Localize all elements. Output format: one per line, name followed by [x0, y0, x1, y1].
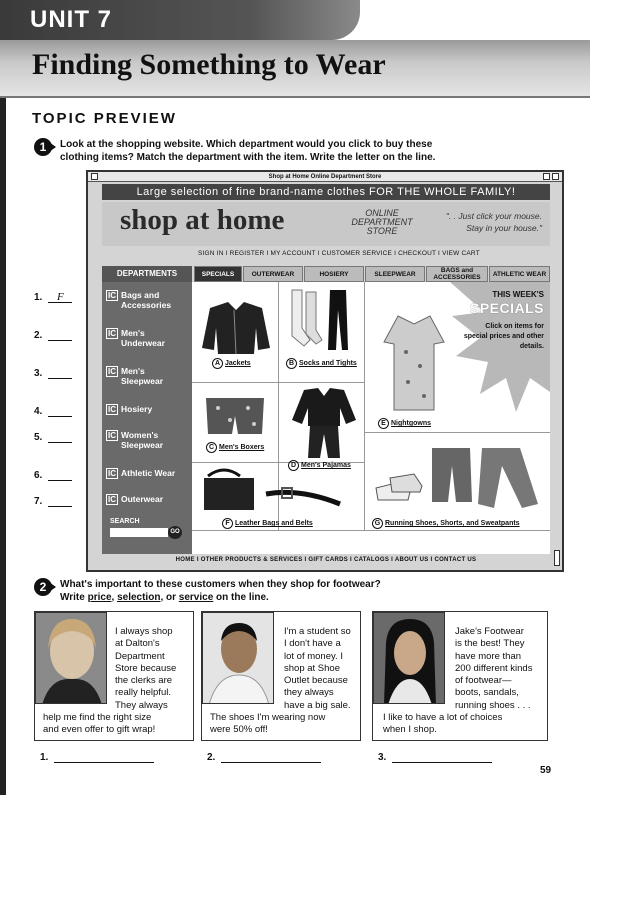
- shopping-website: [86, 170, 564, 572]
- instruction-line: [60, 591, 381, 604]
- exercise-1-instruction: [60, 138, 435, 164]
- quote-line: of footwear—: [455, 675, 512, 687]
- dept-label: Bags and Accessories: [121, 290, 172, 310]
- dept-label: Men's Underwear: [121, 328, 165, 348]
- answer-row: [378, 752, 492, 763]
- quote-line: Outlet because: [284, 675, 348, 687]
- quote-line: I'm a student so: [284, 626, 351, 637]
- instruction-text: ,: [111, 592, 118, 603]
- specials-heading: SPECIALS: [469, 300, 544, 316]
- quote-line: the clerks are: [115, 675, 173, 687]
- customer-quote-tail: [383, 712, 502, 737]
- quote-line: Department: [115, 650, 165, 662]
- tagline-banner: Large selection of fine brand-name clothes FOR THE WHOLE FAMILY!: [102, 184, 550, 200]
- answer-number: 2.: [34, 330, 43, 341]
- quote-line: boots, sandals,: [455, 687, 519, 699]
- subtitle-line: STORE: [366, 226, 398, 236]
- page-title: Finding Something to Wear: [32, 48, 386, 81]
- arrow-icon: [49, 582, 56, 592]
- item-jackets[interactable]: [212, 358, 251, 369]
- customer-photo: [202, 612, 274, 704]
- answer-number: 2.: [207, 752, 216, 763]
- answer-blank[interactable]: F: [48, 292, 72, 303]
- answer-number: 1.: [34, 292, 43, 303]
- pointer-icon: IC: [108, 431, 116, 440]
- item-running-shoes[interactable]: [372, 518, 520, 529]
- tab-athletic-wear[interactable]: ATHLETIC WEAR: [489, 266, 550, 282]
- instruction-text: Write: [60, 592, 88, 603]
- item-name: Men's Pajamas: [301, 462, 351, 469]
- nightgown-image[interactable]: [378, 312, 450, 412]
- dept-hosiery[interactable]: [106, 404, 179, 415]
- option-selection: selection: [117, 592, 161, 603]
- answer-row: [34, 292, 72, 303]
- dept-label: Women's Sleepwear: [121, 430, 164, 450]
- slogan: [432, 210, 542, 234]
- search-go-button[interactable]: GO: [168, 526, 182, 539]
- subtitle-line: ONLINE: [365, 208, 399, 218]
- quote-line: help me find the right size: [43, 712, 152, 723]
- answer-number: 3.: [378, 752, 387, 763]
- pointer-icon: IC: [108, 405, 116, 414]
- answer-row: [34, 432, 72, 443]
- customer-card: [372, 611, 548, 741]
- exercise-1-badge: [34, 138, 56, 156]
- athletic-wear-image[interactable]: [370, 442, 542, 514]
- slogan-line: ". . Just click your mouse.: [445, 211, 542, 221]
- answer-row: [34, 470, 72, 481]
- customer-card: [201, 611, 361, 741]
- item-letter: C: [206, 442, 217, 453]
- instruction-text: on the line.: [213, 592, 269, 603]
- exercise-2-instruction: [60, 578, 381, 604]
- answer-blank[interactable]: [54, 753, 154, 763]
- unit-label: UNIT 7: [30, 6, 113, 33]
- instruction-text: , or: [160, 592, 179, 603]
- arrow-icon: [49, 142, 56, 152]
- bag-belt-image[interactable]: [200, 468, 350, 512]
- quote-line: shop at Shoe: [284, 662, 340, 674]
- instruction-line: Look at the shopping website. Which department would you click to buy these: [60, 139, 433, 150]
- tab-hosiery[interactable]: HOSIERY: [304, 266, 364, 282]
- departments-heading: DEPARTMENTS: [102, 266, 192, 282]
- pointer-icon: IC: [108, 495, 116, 504]
- quote-line: I always shop: [115, 626, 173, 637]
- customer-quote: [115, 626, 176, 712]
- answer-blank[interactable]: [48, 432, 72, 443]
- pointer-icon: IC: [108, 469, 116, 478]
- page-edge: [0, 0, 6, 795]
- item-mens-pajamas[interactable]: [288, 460, 351, 471]
- quote-line: The shoes I'm wearing now: [210, 712, 326, 723]
- answer-number: 6.: [34, 470, 43, 481]
- exercise-number: 2: [34, 578, 52, 596]
- item-name: Leather Bags and Belts: [235, 520, 313, 527]
- pointer-icon: IC: [108, 329, 116, 338]
- grid-divider: [364, 432, 550, 433]
- slogan-line: Stay in your house.": [466, 223, 542, 233]
- quote-line: Jake's Footwear: [455, 626, 524, 637]
- window-minimize-button[interactable]: [543, 173, 550, 180]
- account-nav-links[interactable]: SIGN IN I REGISTER I MY ACCOUNT I CUSTOMER SERVICE I CHECKOUT I VIEW CART: [198, 250, 480, 257]
- section-heading: TOPIC PREVIEW: [32, 110, 177, 127]
- window-close-button[interactable]: [91, 173, 98, 180]
- dept-bags-accessories[interactable]: [106, 290, 179, 310]
- pajamas-image[interactable]: [288, 386, 360, 460]
- specials-note: Click on items for special prices and other details.: [463, 323, 544, 350]
- boxers-image[interactable]: [202, 394, 268, 438]
- woman-portrait-image: [374, 613, 445, 704]
- quote-line: running shoes . . .: [455, 699, 531, 711]
- dept-label: Outerwear: [121, 494, 164, 504]
- quote-line: is the best! They: [455, 638, 525, 650]
- instruction-line: clothing items? Match the department with the item. Write the letter on the line.: [60, 152, 436, 163]
- quote-line: at Dalton's: [115, 638, 160, 650]
- specials-content: [192, 282, 550, 554]
- answer-blank[interactable]: [221, 753, 321, 763]
- grid-divider: [364, 282, 365, 530]
- window-maximize-button[interactable]: [552, 173, 559, 180]
- footer-nav-links[interactable]: HOME I OTHER PRODUCTS & SERVICES I GIFT CARDS I CATALOGS I ABOUT US I CONTACT US: [175, 557, 477, 563]
- item-letter: F: [222, 518, 233, 529]
- item-letter: A: [212, 358, 223, 369]
- answer-blank[interactable]: [48, 496, 72, 507]
- specials-week-label: THIS WEEK'S: [492, 290, 544, 299]
- pointer-icon: IC: [108, 367, 116, 376]
- departments-sidebar: [102, 282, 192, 554]
- logo-banner: [102, 202, 550, 246]
- item-name: Socks and Tights: [299, 360, 357, 367]
- dept-label: Hosiery: [121, 404, 153, 414]
- quote-line: I like to have a lot of choices: [383, 712, 503, 723]
- dept-womens-sleepwear[interactable]: [106, 430, 179, 450]
- dept-athletic-wear[interactable]: [106, 468, 189, 479]
- page-number: 59: [540, 765, 552, 776]
- item-letter: E: [378, 418, 389, 429]
- tab-sleepwear[interactable]: SLEEPWEAR: [365, 266, 425, 282]
- grid-divider: [192, 530, 550, 531]
- quote-line: Store because: [115, 662, 177, 674]
- answer-row: [40, 752, 154, 763]
- item-socks-tights[interactable]: [286, 358, 357, 369]
- quote-line: when I shop.: [383, 724, 437, 736]
- answer-number: 7.: [34, 496, 43, 507]
- dept-label: Athletic Wear: [121, 468, 176, 478]
- answer-number: 4.: [34, 406, 43, 417]
- answer-blank[interactable]: [48, 470, 72, 481]
- dept-mens-sleepwear[interactable]: [106, 366, 179, 386]
- dept-label: Men's Sleepwear: [121, 366, 164, 386]
- customer-quote-tail: [43, 712, 155, 737]
- dept-outerwear[interactable]: [106, 494, 179, 505]
- quote-line: have a big sale.: [284, 699, 351, 711]
- item-name: Running Shoes, Shorts, and Sweatpants: [385, 520, 520, 527]
- instruction-line: What's important to these customers when they shop for footwear?: [60, 579, 381, 590]
- divider: [0, 96, 590, 98]
- search-input[interactable]: [110, 528, 168, 537]
- jacket-image[interactable]: [200, 298, 272, 356]
- quote-line: were 50% off!: [210, 724, 268, 736]
- customer-photo: [373, 612, 445, 704]
- quote-line: really helpful.: [115, 687, 171, 699]
- scrollbar[interactable]: [554, 550, 560, 566]
- exercise-2-badge: [34, 578, 56, 596]
- item-mens-boxers[interactable]: [206, 442, 264, 453]
- quote-line: they always: [284, 687, 334, 699]
- store-logo[interactable]: shop at home: [120, 204, 285, 236]
- quote-line: I don't have a: [284, 638, 341, 650]
- customer-quote: [284, 626, 351, 712]
- tab-outerwear[interactable]: OUTERWEAR: [243, 266, 303, 282]
- grid-divider: [192, 382, 364, 383]
- item-leather-bags-belts[interactable]: [222, 518, 313, 529]
- answer-number: 3.: [34, 368, 43, 379]
- search-label: SEARCH: [110, 518, 140, 525]
- option-service: service: [178, 592, 214, 603]
- window-title: Shop at Home Online Department Store: [268, 174, 382, 180]
- answer-number: 5.: [34, 432, 43, 443]
- customer-card: [34, 611, 194, 741]
- store-subtitle: [342, 209, 422, 236]
- woman-portrait-image: [36, 613, 107, 704]
- answer-number: 1.: [40, 752, 49, 763]
- quote-line: and even offer to gift wrap!: [43, 724, 156, 736]
- subtitle-line: DEPARTMENT: [351, 217, 413, 227]
- item-name: Nightgowns: [391, 420, 432, 427]
- item-name: Men's Boxers: [219, 444, 265, 451]
- customer-photo: [35, 612, 107, 704]
- exercise-number: 1: [34, 138, 52, 156]
- answer-blank[interactable]: [392, 753, 492, 763]
- answer-blank[interactable]: [48, 406, 72, 417]
- answer-row: [207, 752, 321, 763]
- quote-line: 200 different kinds: [455, 662, 533, 674]
- item-letter: B: [286, 358, 297, 369]
- quote-line: have more than: [455, 650, 522, 662]
- customer-quote: [455, 626, 532, 712]
- socks-tights-image[interactable]: [284, 288, 354, 352]
- tab-specials[interactable]: SPECIALS: [194, 266, 242, 282]
- quote-line: lot of money. I: [284, 650, 343, 662]
- answer-row: [34, 330, 72, 341]
- answer-row: [34, 368, 72, 379]
- quote-line: They always: [115, 699, 168, 711]
- item-name: Jackets: [225, 360, 251, 367]
- man-portrait-image: [203, 613, 274, 704]
- answer-blank[interactable]: [48, 330, 72, 341]
- item-letter: G: [372, 518, 383, 529]
- answer-blank[interactable]: [48, 368, 72, 379]
- item-nightgowns[interactable]: [378, 418, 431, 429]
- dept-mens-underwear[interactable]: [106, 328, 179, 348]
- window-title-bar: [88, 172, 562, 182]
- tab-bags-accessories[interactable]: BAGS and ACCESSORIES: [426, 266, 488, 282]
- pointer-icon: IC: [108, 291, 116, 300]
- option-price: price: [87, 592, 112, 603]
- answer-row: [34, 406, 72, 417]
- answer-row: [34, 496, 72, 507]
- item-letter: D: [288, 460, 299, 471]
- customer-quote-tail: [210, 712, 325, 737]
